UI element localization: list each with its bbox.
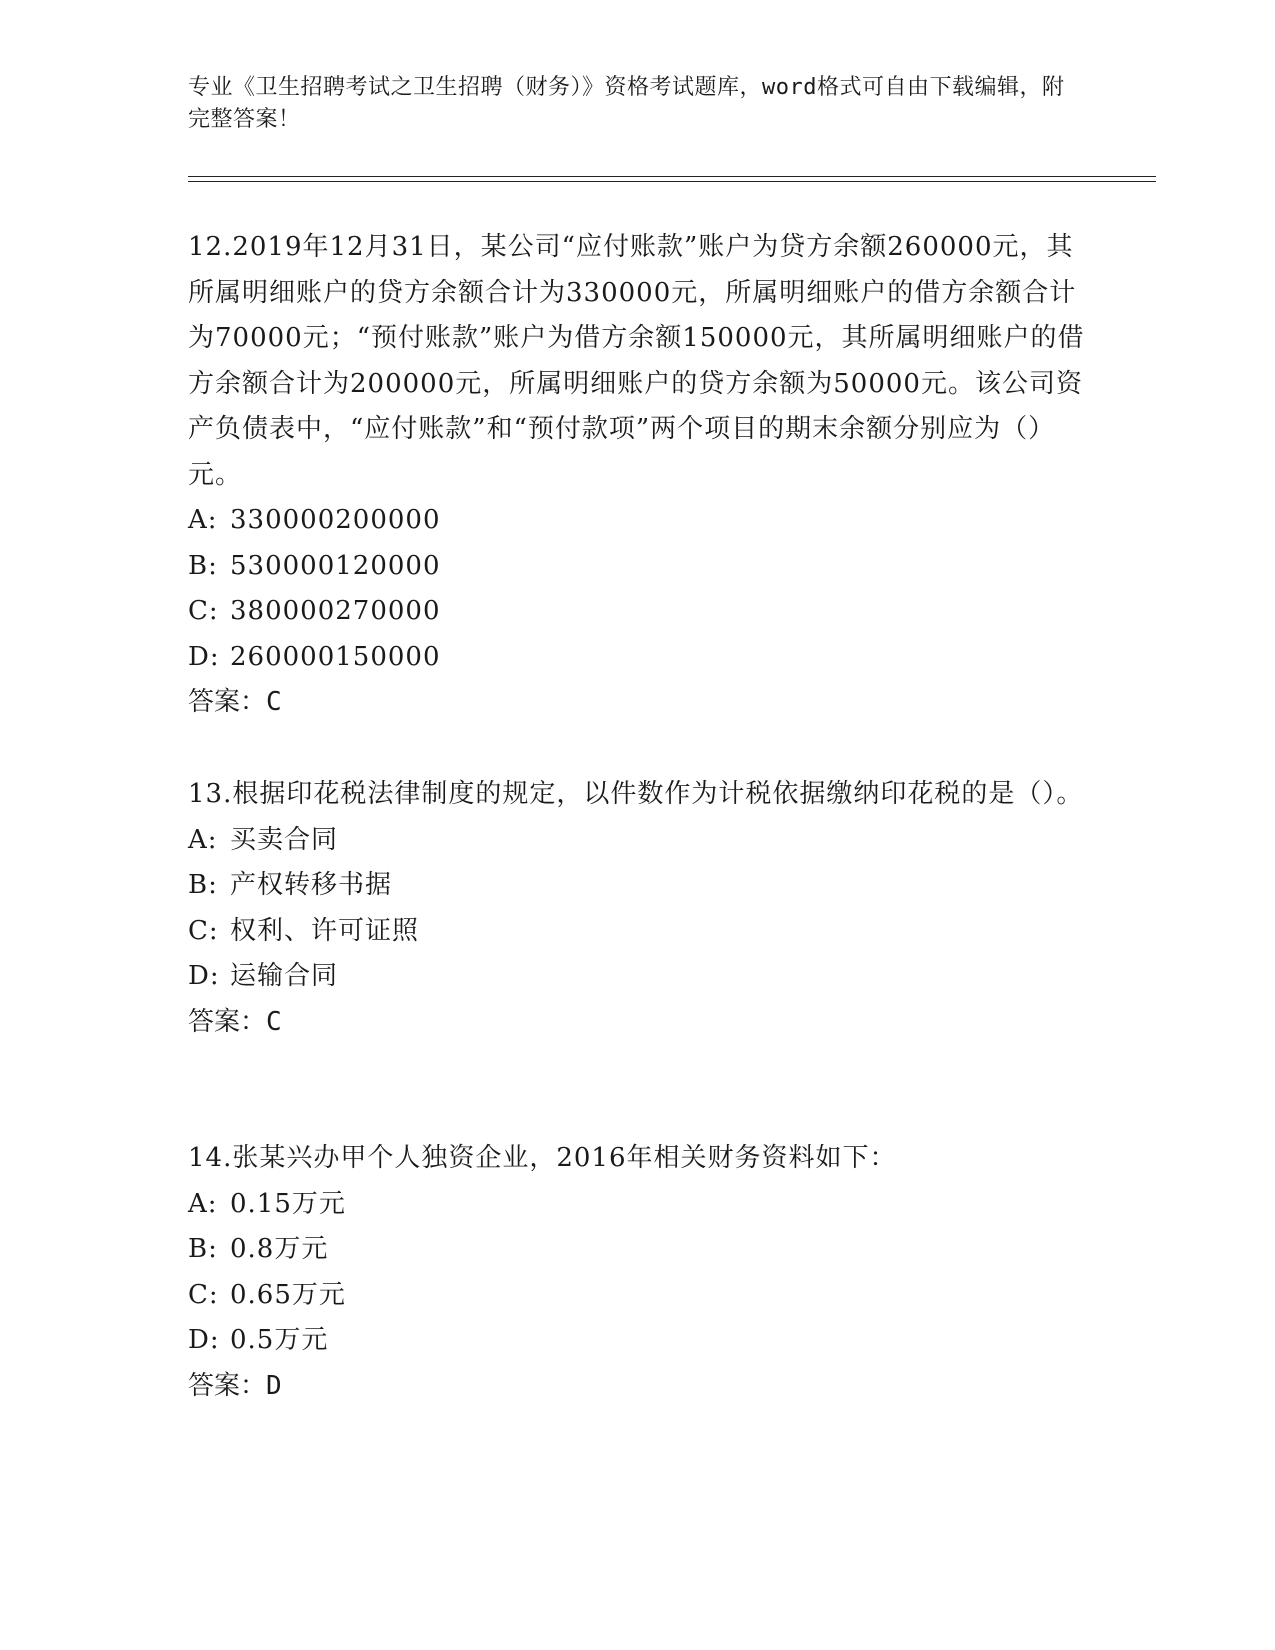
option-key: C: — [188, 915, 219, 946]
option-text: 330000200000 — [230, 505, 441, 535]
option-b — [188, 1227, 1088, 1273]
option-key: C: — [188, 1279, 219, 1310]
option-text: 0.5万元 — [230, 1325, 329, 1355]
answer-line — [188, 1000, 1088, 1046]
question-12 — [188, 225, 1088, 726]
option-text: 权利、许可证照 — [230, 915, 420, 946]
option-key: D: — [188, 961, 220, 991]
option-key: B: — [188, 550, 218, 581]
option-text: 260000150000 — [230, 641, 441, 672]
option-c — [188, 909, 1088, 955]
answer-value: C — [266, 687, 282, 717]
option-d — [188, 635, 1088, 681]
question-stem: 14.张某兴办甲个人独资企业，2016年相关财务资料如下： — [188, 1143, 897, 1173]
answer-value: C — [266, 1006, 282, 1037]
option-text: 380000270000 — [230, 596, 441, 626]
question-stem: 12.2019年12月31日，某公司“应付账款”账户为贷方余额260000元，其所属明细账户的贷方余额合计为330000元，所属明细账户的借方余额合计为70000元；“预付账款”账户为借方余额150000元，其所属明细账户的借方余额合计为200000元，所属明细账户的贷方余额为50000元。该公司资产负债表中，“应付账款”和“预付款项”两个项目的期末余额分别应为（）元。 — [188, 232, 1085, 490]
option-key: A: — [188, 1188, 218, 1219]
option-text: 产权转移书据 — [230, 870, 393, 900]
option-text: 0.15万元 — [230, 1188, 346, 1219]
answer-label: 答案： — [188, 687, 267, 717]
option-text: 买卖合同 — [230, 824, 339, 855]
answer-value: D — [266, 1370, 282, 1401]
option-key: A: — [188, 824, 218, 855]
answer-label: 答案： — [188, 1006, 267, 1037]
option-text: 运输合同 — [230, 961, 339, 991]
option-key: B: — [188, 870, 218, 900]
answer-line — [188, 1364, 1088, 1410]
question-14 — [188, 1136, 1088, 1409]
option-key: A: — [188, 505, 218, 535]
option-d — [188, 954, 1088, 1000]
option-a — [188, 498, 1088, 544]
option-key: D: — [188, 641, 220, 672]
option-c — [188, 1273, 1088, 1319]
option-key: C: — [188, 596, 219, 626]
option-b — [188, 544, 1088, 590]
option-text: 0.8万元 — [230, 1234, 329, 1264]
option-text: 0.65万元 — [230, 1279, 346, 1310]
option-key: B: — [188, 1234, 218, 1264]
question-stem: 13.根据印花税法律制度的规定，以件数作为计税依据缴纳印花税的是（）。 — [188, 779, 1084, 809]
page-header-text: 专业《卫生招聘考试之卫生招聘（财务）》资格考试题库，word格式可自由下载编辑，附完整答案！ — [188, 75, 1065, 132]
option-c — [188, 589, 1088, 635]
option-a — [188, 818, 1088, 864]
option-text: 530000120000 — [230, 550, 441, 581]
answer-label: 答案： — [188, 1370, 267, 1401]
option-b — [188, 863, 1088, 909]
question-13 — [188, 772, 1088, 1045]
option-key: D: — [188, 1325, 220, 1355]
answer-line — [188, 680, 1088, 726]
option-a — [188, 1182, 1088, 1228]
header-divider — [188, 176, 1156, 182]
option-d — [188, 1318, 1088, 1364]
